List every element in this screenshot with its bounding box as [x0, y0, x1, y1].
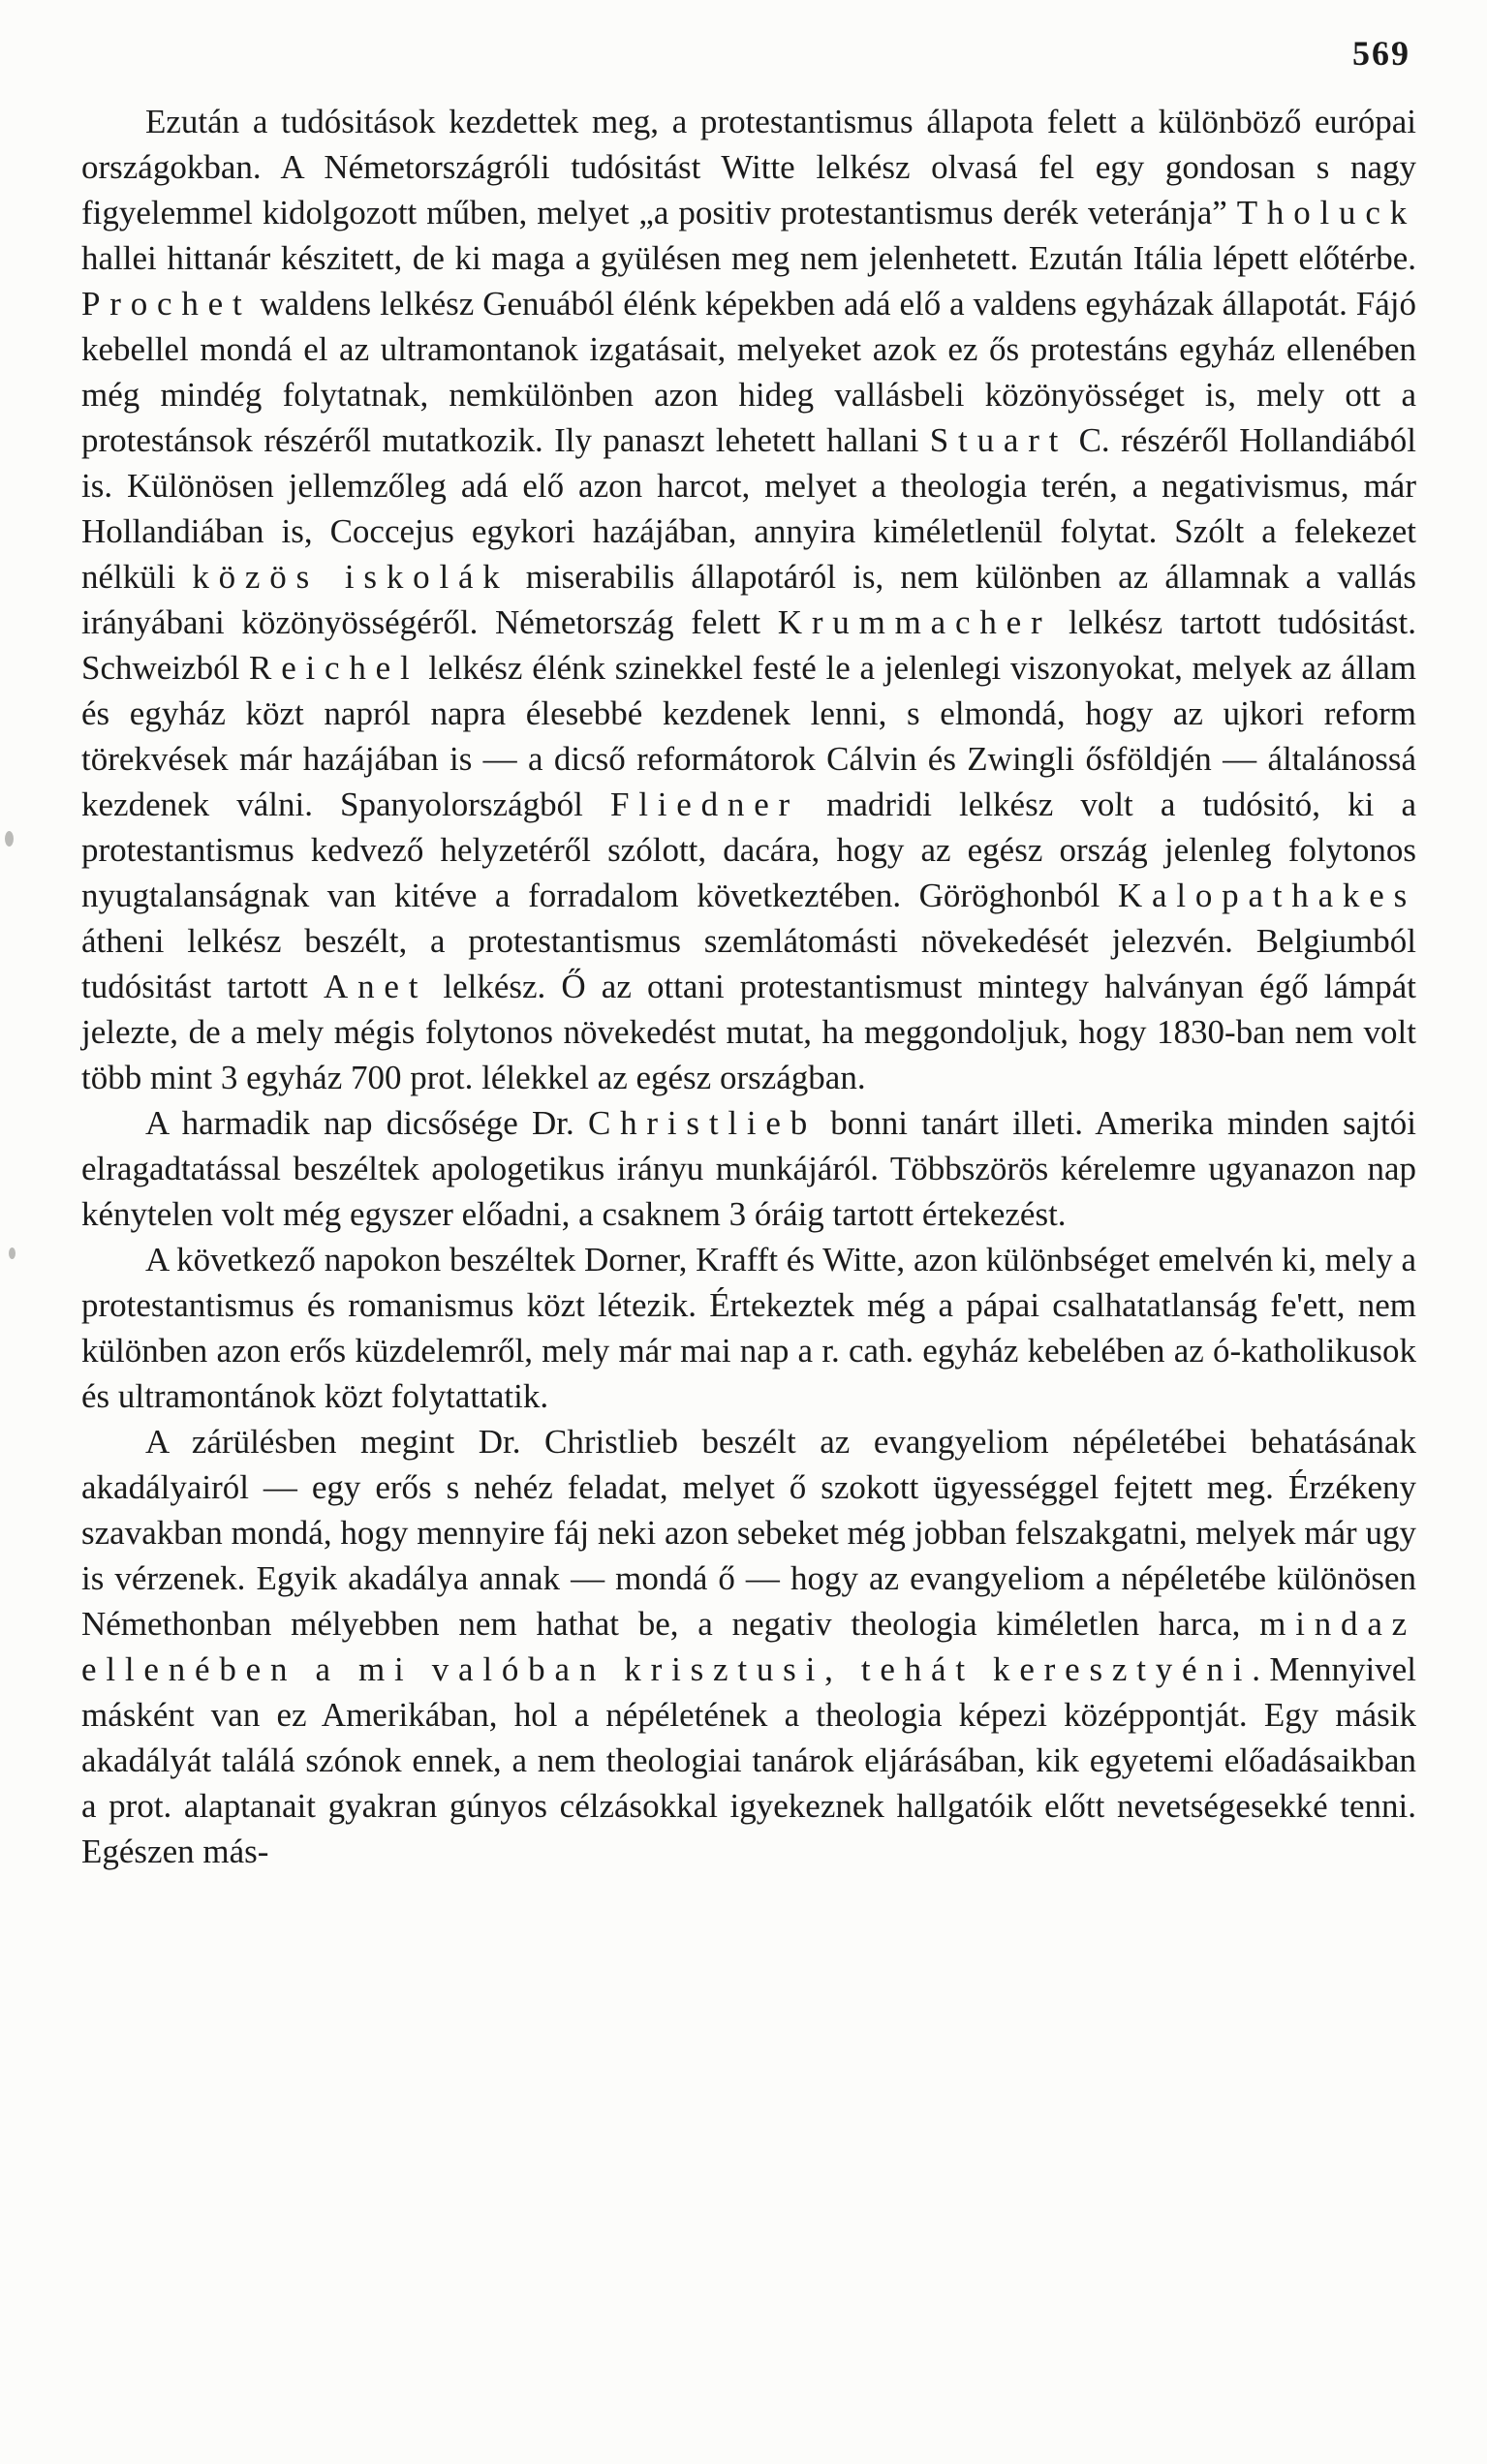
letterspaced-name: Tholuck: [1236, 194, 1416, 231]
text-run: lelkész. Ő az ottani protestantismust mintegy halványan égő lámpát jelezte, de a mely mégis folytonos növekedést mutat, ha meggondoljuk, hogy 1830-ban nem volt több mint 3 egyház 700 prot. lélekkel az egész országban.: [81, 968, 1417, 1096]
text-run: lelkész tartott tudósitást. Schweizból: [81, 603, 1416, 687]
paragraph: [81, 99, 1416, 1100]
letterspaced-name: mindaz ellenében a mi valóban krisztusi, tehát keresztyéni: [81, 1605, 1416, 1688]
letterspaced-name: Krummacher: [777, 603, 1052, 641]
scanned-book-page: [81, 33, 1416, 1874]
text-run: waldens lelkész Genuából élénk képekben adá elő a valdens egyházak állapotát. Fájó kebellel mondá el az ultramontanok izgatásait, melyeket azok ez ős protestáns egyház ellenében még mindég folytatnak, nemkülönben azon hideg vallásbeli közönyösséget is, mely ott a protestánsok részéről mutatkozik. Ily panaszt lehetett hallani: [81, 285, 1416, 459]
text-run: madridi lelkész volt a tudósitó, ki a protestantismus kedvező helyzetéről szólott, dacára, hogy az egész ország jelenleg folytonos nyugtalanságnak van kitéve a forradalom következtében. Göröghonból: [81, 785, 1416, 914]
text-run: bonni tanárt illeti. Amerika minden sajtói elragadtatással beszéltek apologetikus irányu munkájáról. Többszörös kérelemre ugyanazon nap kénytelen volt még egyszer előadni, a csaknem 3 óráig tartott értekezést.: [81, 1104, 1416, 1233]
text-run: . Mennyivel másként van ez Amerikában, hol a népéletének a theologia képezi középpontját. Egy másik akadályát találá szónok ennek, a nem theologiai tanárok eljárásában, kik egyetemi előadásaikban a prot. alaptanait gyakran gúnyos célzásokkal igyekeznek hallgatóik előtt nevetségesekké tenni. Egészen más-: [81, 1650, 1416, 1870]
text-run: Ezután a tudósitások kezdettek meg, a protestantismus állapota felett a különböző európai országokban. A Németországróli tudósitást Witte lelkész olvasá fel egy gondosan s nagy figyelemmel kidolgozott műben, melyet „a positiv protestantismus derék veteránja”: [81, 103, 1416, 231]
letterspaced-name: közös iskolák: [192, 558, 510, 596]
text-run: hallei hittanár készitett, de ki maga a gyülésen meg nem jelenhetett. Ezután Itália lépett előtérbe.: [81, 239, 1416, 277]
page-number: 569: [1352, 34, 1410, 73]
letterspaced-name: Christlieb: [587, 1104, 818, 1142]
text-run: átheni lelkész beszélt, a protestantismus szemlátomásti növekedését jelezvén. Belgiumból tudósitást tartott: [81, 922, 1416, 1005]
letterspaced-name: Kalopathakes: [1117, 877, 1416, 914]
text-run: miserabilis állapotáról is, nem különben az államnak a vallás irányábani közönyösségéről. Németország felett: [81, 558, 1416, 641]
letterspaced-name: Reichel: [249, 649, 419, 687]
text-run: A következő napokon beszéltek Dorner, Krafft és Witte, azon különbséget emelvén ki, mely a protestantismus és romanismus közt létezik. Értekeztek még a pápai csalhatatlanság fe'ett, nem különben azon erős küzdelemről, mely már mai nap a r. cath. egyház kebelében az ó-katholikusok és ultramontánok közt folytattatik.: [81, 1241, 1416, 1415]
page-text: [81, 99, 1416, 1874]
scan-artifact: [5, 831, 14, 847]
letterspaced-name: Anet: [324, 968, 428, 1005]
paragraph: [81, 1100, 1416, 1237]
scan-artifact: [9, 1247, 15, 1259]
text-run: C. részéről Hollandiából is. Különösen jellemzőleg adá elő azon harcot, melyet a theologia terén, a negativismus, már Hollandiában is, Coccejus egykori hazájában, annyira kiméletlenül folytat. Szólt a felekezet nélküli: [81, 421, 1416, 596]
text-run: A harmadik nap dicsősége Dr.: [145, 1104, 588, 1142]
text-run: lelkész élénk szinekkel festé le a jelenlegi viszonyokat, melyek az állam és egyház közt napról napra élesebbé kezdenek lenni, s elmondá, hogy az ujkori reform törekvések már hazájában is — a dicső reformátorok Cálvin és Zwingli ősföldjén — általánossá kezdenek válni. Spanyolországból: [81, 649, 1416, 823]
paragraph: [81, 1419, 1416, 1874]
letterspaced-name: Prochet: [81, 285, 252, 323]
paragraph: [81, 1237, 1416, 1419]
text-run: A zárülésben megint Dr. Christlieb beszélt az evangyeliom népéletébei behatásának akadályairól — egy erős s nehéz feladat, melyet ő szokott ügyességgel fejtett meg. Érzékeny szavakban mondá, hogy mennyire fáj neki azon sebeket még jobban felszakgatni, melyek már ugy is vérzenek. Egyik akadálya annak — mondá ő — hogy az evangyeliom a népéletébe különösen Némethonban mélyebben nem hathat be, a negativ theologia kiméletlen harca,: [81, 1423, 1416, 1643]
letterspaced-name: Fliedner: [609, 785, 799, 823]
letterspaced-name: Stuart: [929, 421, 1069, 459]
